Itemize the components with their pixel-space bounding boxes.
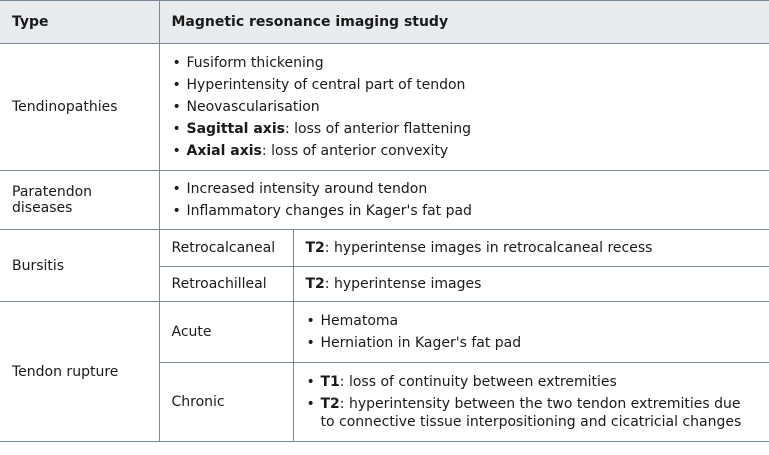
t2-term: T2 bbox=[305, 240, 325, 256]
list-item: • Hematoma bbox=[306, 312, 758, 330]
list-item: • Neovascularisation bbox=[172, 98, 758, 116]
subtype-chronic: Chronic bbox=[159, 363, 293, 442]
list-item bbox=[306, 373, 758, 391]
t2-text: : hyperintense images bbox=[324, 276, 482, 292]
type-tendinopathies: Tendinopathies bbox=[0, 44, 159, 171]
header-mri-study: Magnetic resonance imaging study bbox=[159, 1, 769, 44]
sagittal-axis-term: Sagittal axis bbox=[186, 121, 285, 137]
row-tendinopathies bbox=[0, 44, 769, 171]
findings-chronic bbox=[293, 363, 769, 442]
findings-list bbox=[172, 54, 758, 160]
findings-list bbox=[306, 373, 758, 431]
findings-tendinopathies bbox=[159, 44, 769, 171]
list-item bbox=[172, 120, 758, 138]
list-item: • Hyperintensity of central part of tendon bbox=[172, 76, 758, 94]
subtype-acute: Acute bbox=[159, 302, 293, 363]
findings-list bbox=[306, 312, 758, 352]
list-item bbox=[306, 395, 758, 431]
sagittal-axis-text: : loss of anterior flattening bbox=[284, 121, 472, 137]
row-paratendon bbox=[0, 171, 769, 230]
row-rupture-acute bbox=[0, 302, 769, 363]
t2-text: : hyperintense images in retrocalcaneal recess bbox=[324, 240, 653, 256]
axial-axis-term: Axial axis bbox=[186, 143, 262, 159]
axial-axis-text: : loss of anterior convexity bbox=[261, 143, 449, 159]
list-item: • Inflammatory changes in Kager's fat pad bbox=[172, 202, 758, 220]
findings-paratendon bbox=[159, 171, 769, 230]
findings-list bbox=[172, 180, 758, 220]
list-item: • Fusiform thickening bbox=[172, 54, 758, 72]
subtype-retroachilleal: Retroachilleal bbox=[159, 267, 293, 302]
t1-term: T1 bbox=[320, 374, 340, 390]
header-row bbox=[0, 1, 769, 44]
header-type: Type bbox=[0, 1, 159, 44]
list-item: • Herniation in Kager's fat pad bbox=[306, 334, 758, 352]
t2-term: T2 bbox=[305, 276, 325, 292]
type-bursitis: Bursitis bbox=[0, 230, 159, 302]
findings-retrocalcaneal bbox=[293, 230, 769, 267]
list-item: • Increased intensity around tendon bbox=[172, 180, 758, 198]
type-tendon-rupture: Tendon rupture bbox=[0, 302, 159, 442]
type-paratendon: Paratendon diseases bbox=[0, 171, 159, 230]
subtype-retrocalcaneal: Retrocalcaneal bbox=[159, 230, 293, 267]
t2-term: T2 bbox=[320, 396, 340, 412]
t1-text: : loss of continuity between extremities bbox=[339, 374, 617, 390]
t2-text: : hyperintensity between the two tendon extremities due to connective tissue interpositioning and cicatricial changes bbox=[320, 396, 742, 430]
findings-retroachilleal bbox=[293, 267, 769, 302]
list-item bbox=[172, 142, 758, 160]
findings-acute bbox=[293, 302, 769, 363]
row-bursitis-retrocalcaneal bbox=[0, 230, 769, 267]
